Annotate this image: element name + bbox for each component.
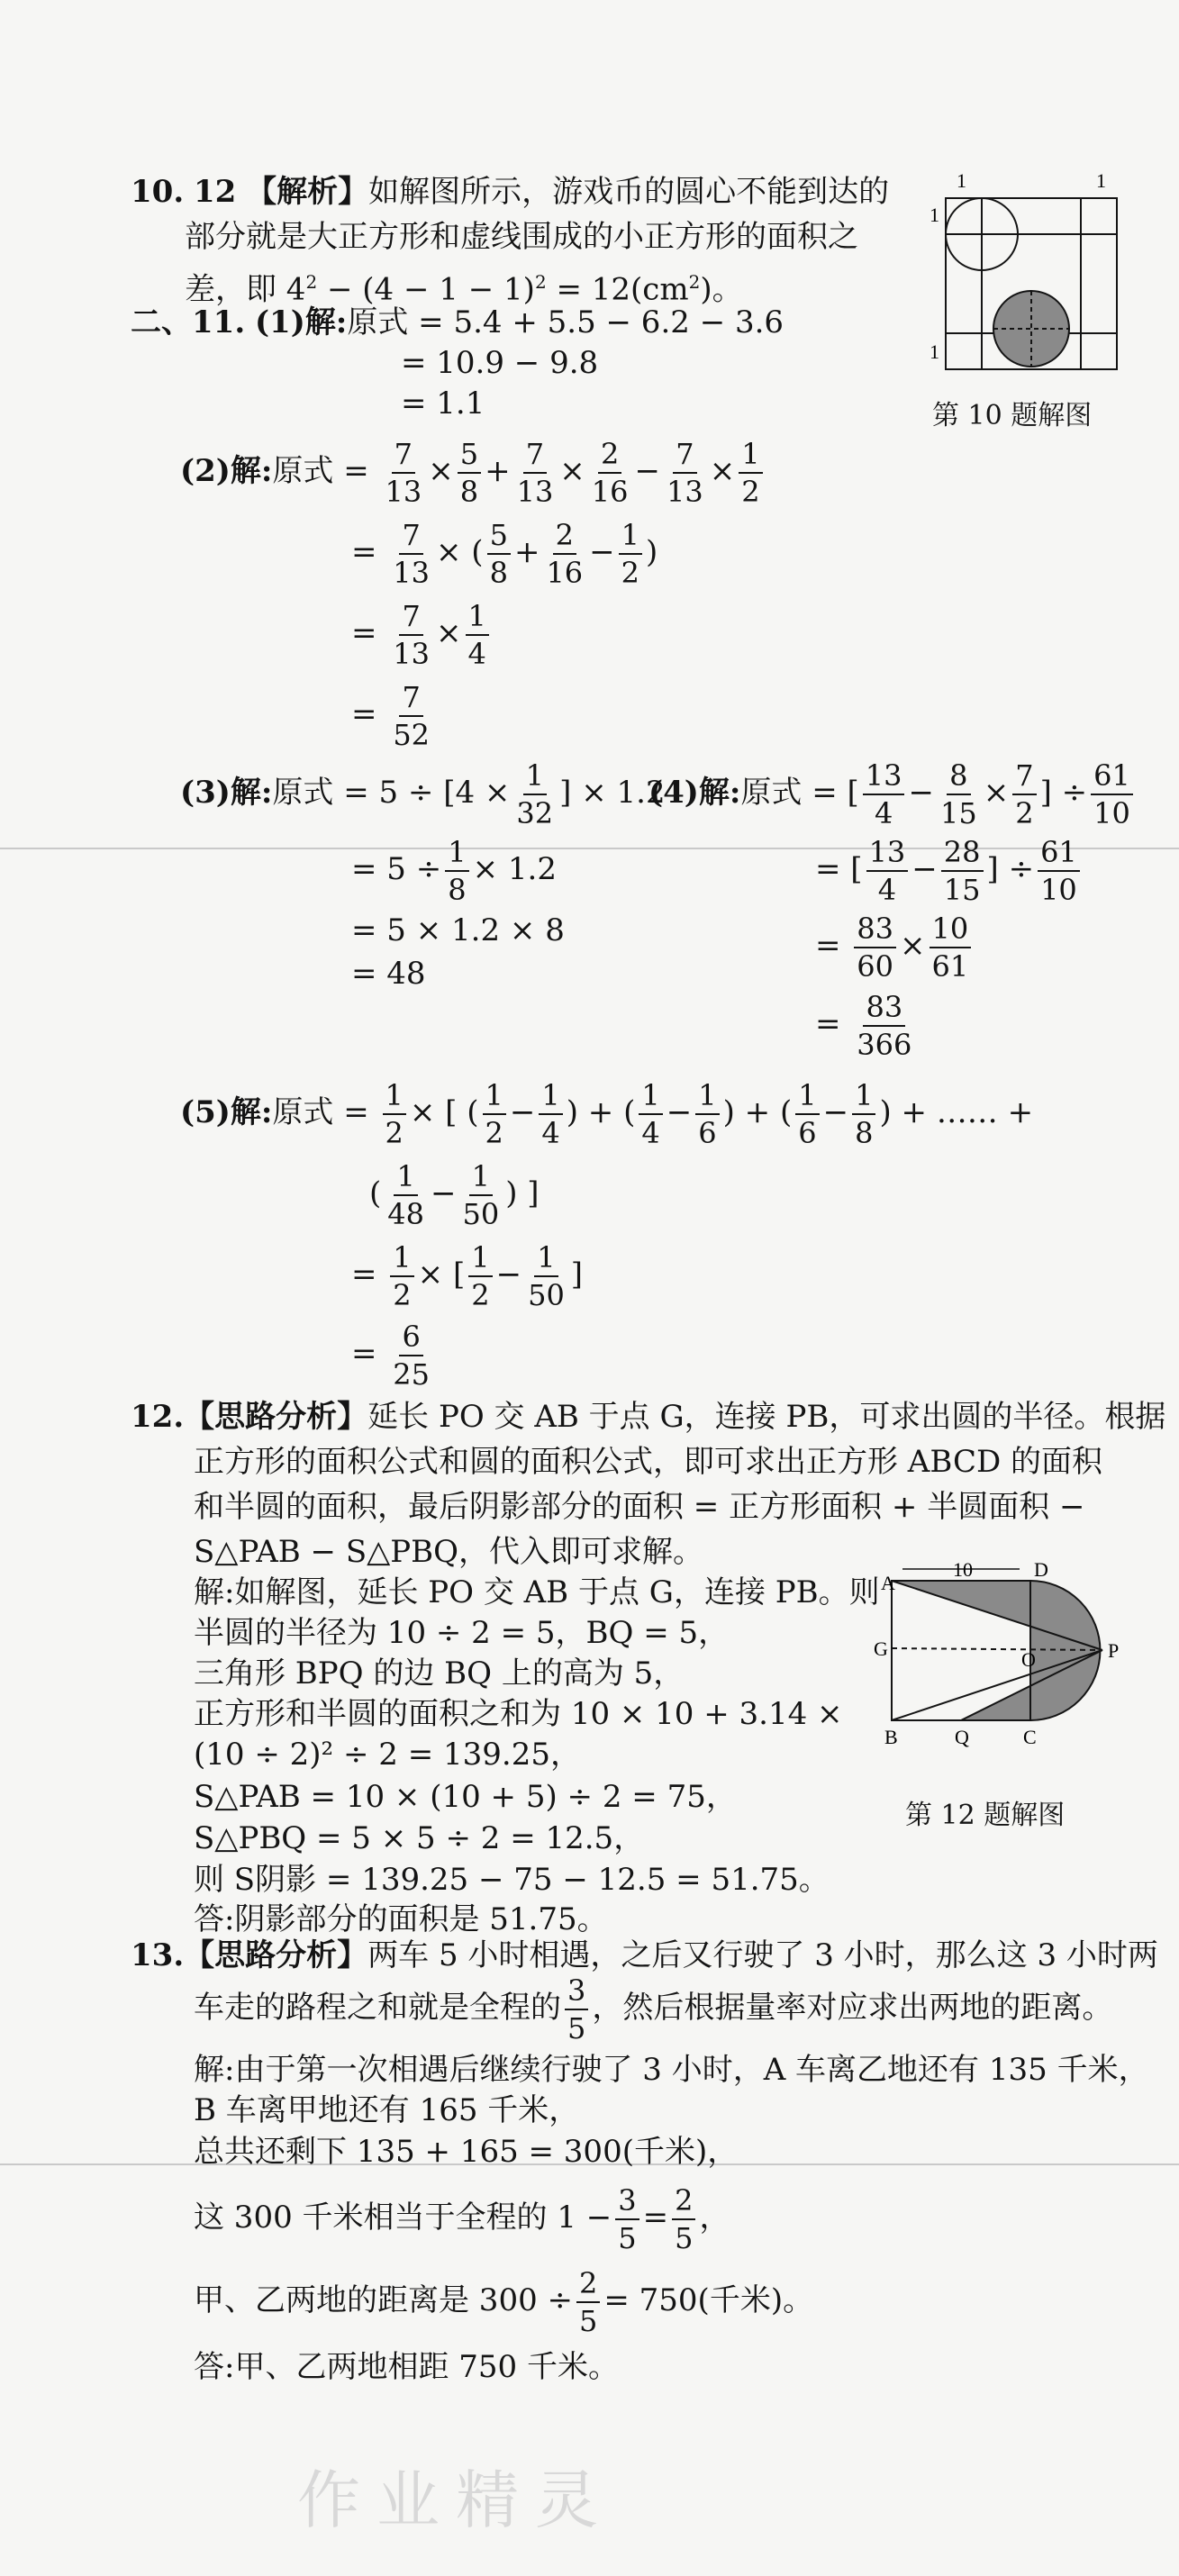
q12-fig-label: O: [1021, 1648, 1036, 1671]
q12-figure: [865, 1558, 1126, 1774]
fraction: $\frac{2}{16}$: [546, 518, 584, 590]
q13-solution-1: 解:由于第一次相遇后继续行驶了 3 小时，A 车离乙地还有 135 千米，: [194, 2052, 1149, 2088]
q11-part3-text: 原式 = 5 ÷ [4 ×: [272, 775, 511, 811]
fraction: $\frac{2}{16}$: [591, 437, 629, 509]
q12-fig-label: 10: [953, 1558, 973, 1581]
fraction: $\frac{7}{13}$: [385, 437, 422, 509]
q12-number: 12.: [131, 1399, 185, 1435]
fraction: $\frac{1}{2}$: [619, 517, 642, 591]
q12-solution-5: (10 ÷ 2)² ÷ 2 = 139.25，: [194, 1737, 581, 1773]
q11-part5-line4: = $\frac{6}{25}$: [351, 1313, 436, 1394]
q13-analysis-2b: ，然后根据量率对应求出两地的距离。: [592, 1990, 1113, 2026]
fraction: $\frac{7}{13}$: [393, 518, 431, 590]
fraction: $\frac{13}{4}$: [866, 834, 909, 908]
fraction: $\frac{5}{8}$: [487, 517, 511, 591]
comma: ，: [699, 2200, 730, 2236]
q11-part2-line2: = $\frac{7}{13}$ × ( $\frac{5}{8}$ + $\frac{2}{16}$ − $\frac{1}{2}$ ): [351, 518, 658, 590]
q12-solution-8: 则 S阴影 = 139.25 − 75 − 12.5 = 51.75。: [194, 1862, 830, 1898]
q13-solution-2: B 车离甲地还有 165 千米，: [194, 2092, 580, 2128]
fraction: $\frac{1}{2}$: [483, 1077, 506, 1151]
q11-part1-text: 原式 = 5.4 + 5.5 − 6.2 − 3.6: [347, 304, 784, 340]
q10-fig-label: 1: [1096, 169, 1106, 192]
q11-part2-line3: = $\frac{7}{13}$ × $\frac{1}{4}$: [351, 593, 493, 674]
q11-part5-text: 原式 =: [272, 1094, 369, 1130]
q10-tag: 【解析】: [246, 174, 369, 210]
q13-analysis-2: [194, 1968, 1112, 2047]
q10-fig-label: 1: [930, 340, 939, 363]
fraction: $\frac{61}{10}$: [1091, 757, 1133, 831]
q11-part4-line4: = $\frac{83}{366}$: [815, 984, 918, 1065]
equals: =: [642, 2200, 669, 2236]
q12-caption: 第 12 题解图: [905, 1800, 1066, 1831]
q12-tag: 【思路分析】: [184, 1399, 368, 1435]
q10-fig-label: 1: [957, 169, 966, 192]
q12-fig-label: P: [1108, 1639, 1120, 1662]
fraction: $\frac{7}{52}$: [393, 680, 431, 752]
fraction: $\frac{7}{2}$: [1012, 757, 1036, 831]
fraction: $\frac{1}{8}$: [445, 834, 468, 908]
q11-part1-label: (1)解:: [254, 304, 348, 340]
q12-fig-label: Q: [955, 1726, 969, 1748]
q11-part5-line2: ( $\frac{1}{48}$ − $\frac{1}{50}$ ) ]: [369, 1159, 540, 1231]
fraction: $\frac{2}{5}$: [672, 2182, 695, 2256]
q12-analysis-4: S△PAB − S△PBQ，代入即可求解。: [194, 1534, 704, 1570]
fraction: $\frac{1}{6}$: [795, 1077, 819, 1151]
q11-part3-text: × 1.2: [472, 851, 557, 887]
fraction: $\frac{1}{32}$: [516, 758, 554, 830]
q12-solution-7: S△PBQ = 5 × 5 ÷ 2 = 12.5，: [194, 1820, 645, 1856]
q10-text-1: 如解图所示，游戏币的圆心不能到达的: [368, 174, 890, 210]
fraction: $\frac{6}{25}$: [393, 1320, 431, 1392]
fraction: $\frac{5}{8}$: [458, 436, 481, 510]
q11-part5-line3: = $\frac{1}{2}$ × [ $\frac{1}{2}$ − $\frac{1}{50}$ ]: [351, 1240, 584, 1312]
q10-text-3d: )。: [700, 271, 743, 308]
q11-part4-line3: = $\frac{83}{60}$ × $\frac{10}{61}$: [815, 905, 975, 986]
q13-solution-3: 总共还剩下 135 + 165 = 300(千米)，: [194, 2134, 739, 2170]
fraction: $\frac{10}{61}$: [930, 911, 972, 984]
q11-part1-line3: = 1.1: [401, 385, 485, 422]
q11-part2-line1: (2)解:原式 = $\frac{7}{13}$ × $\frac{5}{8}$ + $\frac{7}{13}$ × $\frac{2}{16}$ − $\frac{7}{13}$ × $\frac{1}{2}$: [180, 431, 766, 512]
superscript: 2: [534, 271, 547, 293]
q13-analysis-2a: 车走的路程之和就是全程的: [194, 1990, 561, 2026]
q10-line1: [131, 171, 889, 213]
q11-part3-line3: = 5 × 1.2 × 8: [351, 912, 565, 948]
q11-part4-line2: = [ $\frac{13}{4}$ − $\frac{28}{15}$ ] ÷ $\frac{61}{10}$: [815, 829, 1084, 910]
fraction: $\frac{1}{50}$: [528, 1240, 565, 1312]
fraction: $\frac{28}{15}$: [941, 834, 984, 908]
fraction: $\frac{1}{6}$: [695, 1077, 719, 1151]
q12-solution-2: 半圆的半径为 10 ÷ 2 = 5，BQ = 5，: [194, 1615, 730, 1651]
fraction: $\frac{1}{2}$: [390, 1239, 413, 1313]
q11-part3-text: = 5 ÷: [351, 851, 442, 887]
q13-solution-5b: = 750(千米)。: [603, 2282, 814, 2318]
q13-answer: 答:甲、乙两地相距 750 千米。: [194, 2349, 619, 2385]
q11-part3-line2: [351, 829, 557, 910]
fraction: $\frac{83}{366}$: [857, 990, 912, 1062]
fraction: $\frac{1}{2}$: [468, 1239, 492, 1313]
q11-part2-label: (2)解:: [180, 453, 273, 489]
q10-text-2: 部分就是大正方形和虚线围成的小正方形的面积之: [185, 219, 858, 255]
q11-part3-line4: = 48: [351, 956, 426, 992]
q11-part4-text: 原式 = [: [740, 775, 859, 811]
q12-solution-4: 正方形和半圆的面积之和为 10 × 10 + 3.14 ×: [194, 1696, 843, 1732]
q11-part2-line4: [351, 674, 436, 755]
q11-part4-label: (4)解:: [648, 775, 741, 811]
q12-line1: [131, 1396, 1165, 1438]
q12-solution-6: S△PAB = 10 × (10 + 5) ÷ 2 = 75，: [194, 1779, 737, 1815]
q10-answer: 12: [193, 174, 237, 210]
q11-heading: 二、11.: [131, 304, 246, 340]
q12-answer: 答:阴影部分的面积是 51.75。: [194, 1901, 608, 1937]
q11-part4-line1: (4)解:原式 = [ $\frac{13}{4}$ − $\frac{8}{15}$ × $\frac{7}{2}$ ] ÷ $\frac{61}{10}$: [648, 752, 1137, 833]
fraction: $\frac{1}{50}$: [462, 1159, 500, 1231]
q10-fig-label: 1: [930, 204, 939, 226]
q11-part3-label: (3)解:: [180, 775, 273, 811]
q12-solution-1: 解:如解图，延长 PO 交 AB 于点 G，连接 PB。则: [194, 1574, 880, 1610]
superscript: 2: [305, 271, 318, 293]
fraction: $\frac{61}{10}$: [1038, 834, 1080, 908]
watermark: 作业精灵: [297, 2463, 614, 2537]
q12-analysis-2: 正方形的面积公式和圆的面积公式，即可求出正方形 ABCD 的面积: [194, 1444, 1103, 1480]
fraction: $\frac{1}{48}$: [387, 1159, 424, 1231]
equals: =: [351, 696, 377, 732]
q10-text-3a: 差，即 4: [185, 271, 306, 308]
fraction: $\frac{3}{5}$: [565, 1973, 588, 2046]
q11-part1-line2: = 10.9 − 9.8: [401, 345, 599, 381]
fraction: $\frac{7}{13}$: [393, 599, 431, 671]
q11-part3-text: ] × 1.2: [559, 775, 666, 811]
q12-fig-label: G: [874, 1637, 888, 1660]
q10-text-3c: = 12(cm: [546, 271, 689, 308]
q13-number: 13.: [131, 1937, 185, 1973]
q13-solution-5a: 甲、乙两地的距离是 300 ÷: [194, 2282, 573, 2318]
q13-solution-5: [194, 2261, 813, 2340]
q10-figure: [928, 162, 1135, 387]
fraction: $\frac{1}{8}$: [852, 1077, 875, 1151]
q12-analysis-3: 和半圆的面积，最后阴影部分的面积 = 正方形面积 + 半圆面积 −: [194, 1489, 1085, 1525]
q10-text-3b: − (4 − 1 − 1): [317, 271, 535, 308]
fraction: $\frac{2}{5}$: [576, 2265, 600, 2339]
fraction: $\frac{1}{2}$: [739, 436, 762, 510]
q13-solution-4: [194, 2178, 730, 2257]
fraction: $\frac{13}{4}$: [863, 757, 905, 831]
q12-solution-3: 三角形 BPQ 的边 BQ 上的高为 5，: [194, 1655, 685, 1692]
q12-fig-label: B: [884, 1726, 898, 1748]
q10-caption: 第 10 题解图: [932, 400, 1093, 431]
fraction: $\frac{7}{13}$: [667, 437, 703, 509]
fraction: $\frac{3}{5}$: [615, 2182, 639, 2256]
q13-solution-4a: 这 300 千米相当于全程的 1 −: [194, 2200, 612, 2236]
fraction: $\frac{8}{15}$: [939, 758, 977, 830]
superscript: 2: [688, 271, 701, 293]
fraction: $\frac{1}{4}$: [639, 1077, 662, 1151]
q13-analysis-1: 两车 5 小时相遇，之后又行驶了 3 小时，那么这 3 小时两: [367, 1937, 1158, 1973]
q12-analysis-1: 延长 PO 交 AB 于点 G，连接 PB，可求出圆的半径。根据: [367, 1399, 1166, 1435]
q12-fig-label: D: [1034, 1558, 1048, 1581]
q11-part5-line1: (5)解:原式 = $\frac{1}{2}$ × [ ( $\frac{1}{2}$ − $\frac{1}{4}$ ) + ( $\frac{1}{4}$ − $\frac{1}{6}$ ) + ( $\frac{1}{6}$ − $\frac{1}{8}$ ) + …… +: [180, 1078, 1034, 1150]
fraction: $\frac{1}{4}$: [466, 598, 489, 672]
q11-part2-prefix: 原式 =: [272, 453, 369, 489]
q11-part3-line1: [180, 752, 666, 833]
q12-fig-label: C: [1023, 1726, 1037, 1748]
fraction: $\frac{1}{2}$: [383, 1077, 406, 1151]
fraction: $\frac{1}{4}$: [539, 1077, 562, 1151]
q11-part1-line1: [131, 302, 784, 343]
q11-part5-label: (5)解:: [180, 1094, 273, 1130]
q12-fig-label: A: [881, 1572, 895, 1594]
q10-number: 10.: [131, 174, 185, 210]
fraction: $\frac{7}{13}$: [516, 437, 554, 509]
q13-tag: 【思路分析】: [184, 1937, 368, 1973]
fraction: $\frac{83}{60}$: [854, 911, 896, 984]
